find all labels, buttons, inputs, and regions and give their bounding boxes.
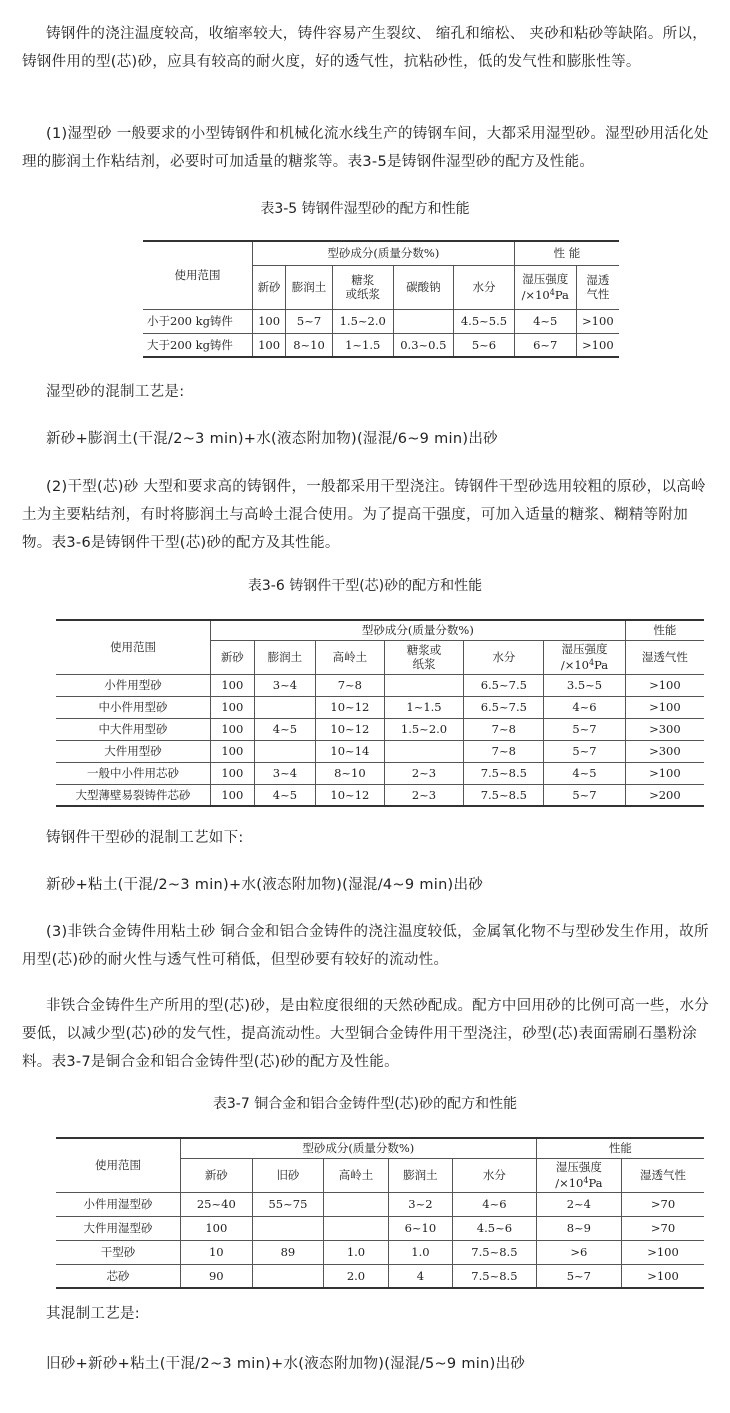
- table-3-7-caption: 表3-7 铜合金和铝合金铸件型(芯)砂的配方和性能: [212, 1096, 518, 1112]
- col-green-strength: 湿压强度 $/\times 10^4Pa$: [514, 265, 576, 309]
- wet-mix-process-heading: 湿型砂的混制工艺是:: [46, 384, 185, 400]
- header-composition: 型砂成分(质量分数%): [181, 1138, 537, 1158]
- table-row: 大于200 kg铸件 100 8~10 1~1.5 0.3~0.5 5~6 6~7 >100: [143, 333, 619, 357]
- table-3-6-caption: 表3-6 铸钢件干型(芯)砂的配方和性能: [247, 578, 483, 594]
- col-moisture: 水分: [464, 640, 544, 674]
- col-new-sand: 新砂: [211, 640, 255, 674]
- table-row: 干型砂 10 89 1.0 1.0 7.5~8.5 >6 >100: [56, 1240, 704, 1264]
- table-3-5: [143, 240, 619, 358]
- header-performance: 性 能: [514, 241, 619, 265]
- dry-mix-process: 新砂+粘土(干混/2~3 min)+水(液态附加物)(湿混/4~9 min)出砂: [46, 877, 484, 893]
- col-bentonite: 膨润土: [388, 1158, 452, 1192]
- col-new-sand: 新砂: [253, 265, 286, 309]
- wet-mix-process: 新砂+膨润土(干混/2~3 min)+水(液态附加物)(湿混/6~9 min)出砂: [46, 431, 498, 447]
- table-row: 中小件用型砂 100 10~12 1~1.5 6.5~7.5 4~6 >100: [56, 696, 704, 718]
- table-3-7: [56, 1137, 704, 1289]
- header-usage-range: 使用范围: [56, 620, 211, 674]
- nonferrous-paragraph: (3)非铁合金铸件用粘土砂 铜合金和铝合金铸件的浇注温度较低，金属氧化物不与型砂发生作用，故所用型(芯)砂的耐火性与透气性可稍低，但型砂要有较好的流动性。: [22, 924, 709, 968]
- header-performance: 性能: [536, 1138, 704, 1158]
- col-moisture: 水分: [453, 1158, 537, 1192]
- col-permeability: 湿透 气性: [576, 265, 619, 309]
- table-row: 大件用型砂 100 10~14 7~8 5~7 >300: [56, 740, 704, 762]
- table-row: 大型薄壁易裂铸件芯砂 100 4~5 10~12 2~3 7.5~8.5 5~7 >200: [56, 784, 704, 806]
- col-molasses: 糖浆或 纸浆: [384, 640, 464, 674]
- dry-sand-paragraph: (2)干型(芯)砂 大型和要求高的铸钢件，一般都采用干型浇注。铸钢件干型砂选用较粗的原砂，以高岭土为主要粘结剂，有时将膨润土与高岭土混合使用。为了提高干强度，可加入适量的糖浆、糊精等附加物。表3-6是铸钢件干型(芯)砂的配方及其性能。: [22, 479, 706, 551]
- table-3-5-caption: 表3-5 铸钢件湿型砂的配方和性能: [260, 201, 470, 217]
- col-permeability: 湿透气性: [622, 1158, 704, 1192]
- table-row: 小件用型砂 100 3~4 7~8 6.5~7.5 3.5~5 >100: [56, 674, 704, 696]
- header-composition: 型砂成分(质量分数%): [211, 620, 626, 640]
- table-row: 芯砂 90 2.0 4 7.5~8.5 5~7 >100: [56, 1264, 704, 1288]
- intro-paragraph: 铸钢件的浇注温度较高，收缩率较大，铸件容易产生裂纹、 缩孔和缩松、 夹砂和粘砂等缺陷。所以，铸钢件用的型(芯)砂，应具有较高的耐火度，好的透气性，抗粘砂性，低的发气性和膨胀性等。: [22, 26, 708, 70]
- col-kaolin: 高岭土: [324, 1158, 388, 1192]
- table-row: 中大件用型砂 100 4~5 10~12 1.5~2.0 7~8 5~7 >300: [56, 718, 704, 740]
- dry-mix-process-heading: 铸钢件干型砂的混制工艺如下:: [46, 830, 244, 846]
- nonferrous-sand-paragraph: 非铁合金铸件生产所用的型(芯)砂，是由粒度很细的天然砂配成。配方中回用砂的比例可高一些，水分要低，以减少型(芯)砂的发气性，提高流动性。大型铜合金铸件用干型浇注，砂型(芯)表面需刷石墨粉涂料。表3-7是铜合金和铝合金铸件型(芯)砂的配方及性能。: [22, 998, 710, 1070]
- col-new-sand: 新砂: [181, 1158, 253, 1192]
- table-3-6: [56, 619, 704, 807]
- col-molasses: 糖浆 或纸浆: [332, 265, 393, 309]
- col-kaolin: 高岭土: [316, 640, 384, 674]
- col-used-sand: 旧砂: [252, 1158, 324, 1192]
- col-bentonite: 膨润土: [286, 265, 333, 309]
- mix-process-heading: 其混制工艺是:: [46, 1306, 140, 1322]
- col-permeability: 湿透气性: [625, 640, 704, 674]
- header-performance: 性能: [625, 620, 704, 640]
- table-row: 小于200 kg铸件 100 5~7 1.5~2.0 4.5~5.5 4~5 >100: [143, 309, 619, 333]
- mix-process: 旧砂+新砂+粘土(干混/2~3 min)+水(液态附加物)(湿混/5~9 min)出砂: [46, 1356, 526, 1372]
- col-green-strength: 湿压强度 $/\times 10^4Pa$: [544, 640, 626, 674]
- table-row: 小件用湿型砂 25~40 55~75 3~2 4~6 2~4 >70: [56, 1192, 704, 1216]
- col-moisture: 水分: [454, 265, 515, 309]
- header-usage-range: 使用范围: [56, 1138, 181, 1192]
- table-row: 一般中小件用芯砂 100 3~4 8~10 2~3 7.5~8.5 4~5 >100: [56, 762, 704, 784]
- col-sodium-carbonate: 碳酸钠: [393, 265, 454, 309]
- table-row: 大件用湿型砂 100 6~10 4.5~6 8~9 >70: [56, 1216, 704, 1240]
- header-usage-range: 使用范围: [143, 241, 253, 309]
- wet-sand-paragraph: (1)湿型砂 一般要求的小型铸钢件和机械化流水线生产的铸钢车间，大都采用湿型砂。湿型砂用活化处理的膨润土作粘结剂，必要时可加适量的糖浆等。表3-5是铸钢件湿型砂的配方及性能。: [22, 126, 709, 170]
- header-composition: 型砂成分(质量分数%): [253, 241, 515, 265]
- col-bentonite: 膨润土: [254, 640, 316, 674]
- col-green-strength: 湿压强度 $/\times 10^4Pa$: [536, 1158, 621, 1192]
